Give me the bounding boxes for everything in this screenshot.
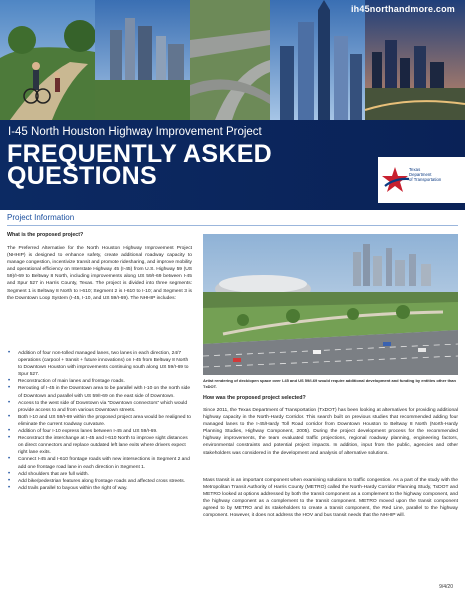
improvement-list [7, 350, 192, 492]
list-item: • Reconstruct the interchange at I-45 and I-610 North to improve sight distances on direct connectors and replace outdated left lane exits where drivers expect right lane exits. [7, 435, 192, 456]
logo-line-2: Department [409, 172, 432, 177]
website-url[interactable]: ih45northandmore.com [350, 4, 455, 14]
title-line-2: QUESTIONS [7, 162, 157, 190]
section-heading: Project Information [7, 213, 75, 222]
texas-star-icon [381, 165, 411, 195]
project-name: I-45 North Houston Highway Improvement Project [8, 126, 262, 138]
rendering-illustration [203, 234, 458, 375]
banner-collage-image [0, 0, 465, 120]
list-item: • Add shoulders that are full width. [7, 471, 192, 478]
image-caption: Artist rendering of deck/open space over I-45 and US 59/I-69 would require additional development and funding by entities other than TxDOT. [203, 378, 456, 389]
intro-paragraph: The Preferred Alternative for the North Houston Highway Improvement Project (NHHIP) is designed to enhance safety, create additional roadway capacity to manage congestion, incentivize transit and promote ridesharing, and improve mobility and operational efficiency on Interstate Highway 45 (I-45) from U.S. Highway 59 (US 59)/I-69 to Beltway 8 North, including improvements along US 59/I-69 between I-45 and Spur 527 in Harris County, Texas. The project is divided into three segments: Segment 1 is Beltway 8 North to I-610; Segment 2 is I-610 to I-10; and Segment 3 is the Downtown Loop System (I-45, I-10, and US 59/I-69). The NHHIP includes: [7, 246, 192, 301]
list-item: • Addition of four non-tolled managed lanes, two lanes in each direction, 24/7 operations (carpool + transit + future innovations) on I-45 from Beltway 8 North to Downtown Houston with improvements continuing south along US 59/I-69 to Spur 527. [7, 350, 192, 378]
logo-line-1: Texas [409, 167, 421, 172]
list-item: • Both I-10 and US 59/I-69 within the proposed project area would be realigned to eliminate the current roadway curvature. [7, 414, 192, 428]
list-item: • Addition of four I-10 express lanes between I-45 and US 59/I-69. [7, 428, 192, 435]
title-line-1: FREQUENTLY ASKED [7, 140, 273, 168]
selection-paragraph-1: Since 2011, the Texas Department of Transportation (TxDOT) has been looking at alternatives for providing additional highway capacity in the North-Hardy Corridor. This search built on previous studies that recommended adding four managed lanes to the I-45/Hardy Toll Road corridor from Downtown Houston to Beltway 8 North (North-Hardy Planning Studies, Highway Component, 2005). During the project development process for the recommended highway improvements, the team evaluated traffic projections, regional roadway planning, engineering factors, environmental constraints and potential project impacts. In addition, input from the public, agencies and other stakeholders was considered in the development and analysis of alternative solutions. [203, 408, 458, 456]
list-item: • Connect I-45 and I-610 frontage roads with new intersections in Segment 2 and add one frontage road lane in each direction in Segment 1. [7, 456, 192, 470]
list-item: • Reconstruction of main lanes and frontage roads. [7, 378, 192, 385]
question-project-selected: How was the proposed project selected? [203, 395, 306, 401]
section-divider [7, 225, 458, 226]
photo-banner [0, 0, 465, 120]
logo-line-3: of Transportation [409, 177, 442, 182]
selection-paragraph-2: Mass transit is an important component when examining solutions to traffic congestion. As a part of the study with the Metropolitan Transit Authority of Harris County (METRO) called the North-Hardy Corridor Planning Study, TxDOT and METRO looked at options addressed by both the transit component as a complement to the highway component, and the highway component as a complement to the transit component. METRO moved upon the transit component agreed to by METRO and its stakeholders to create a transit component, the Red Line, parallel to the highway component. However, it does not address the HOV and bus transit needs that the NHHIP will. [203, 478, 458, 519]
list-item: • Access to the west side of Downtown via “Downtown connectors” which would provide access to and from various Downtown streets. [7, 400, 192, 414]
page-title [7, 140, 273, 190]
logo-wordmark [409, 167, 441, 182]
list-item: • Add bike/pedestrian features along frontage roads and affected cross streets. [7, 478, 192, 485]
artist-rendering-image [203, 234, 458, 375]
document-date: 9/4/20 [439, 584, 453, 590]
list-item: • Add trails parallel to bayous within the right of way. [7, 485, 192, 492]
txdot-logo [378, 157, 465, 203]
question-proposed-project: What is the proposed project? [7, 232, 84, 238]
list-item: • Rerouting of I-45 in the Downtown area to be parallel with I-10 on the north side of Downtown and parallel with US 59/I-69 on the east side of Downtown. [7, 385, 192, 399]
